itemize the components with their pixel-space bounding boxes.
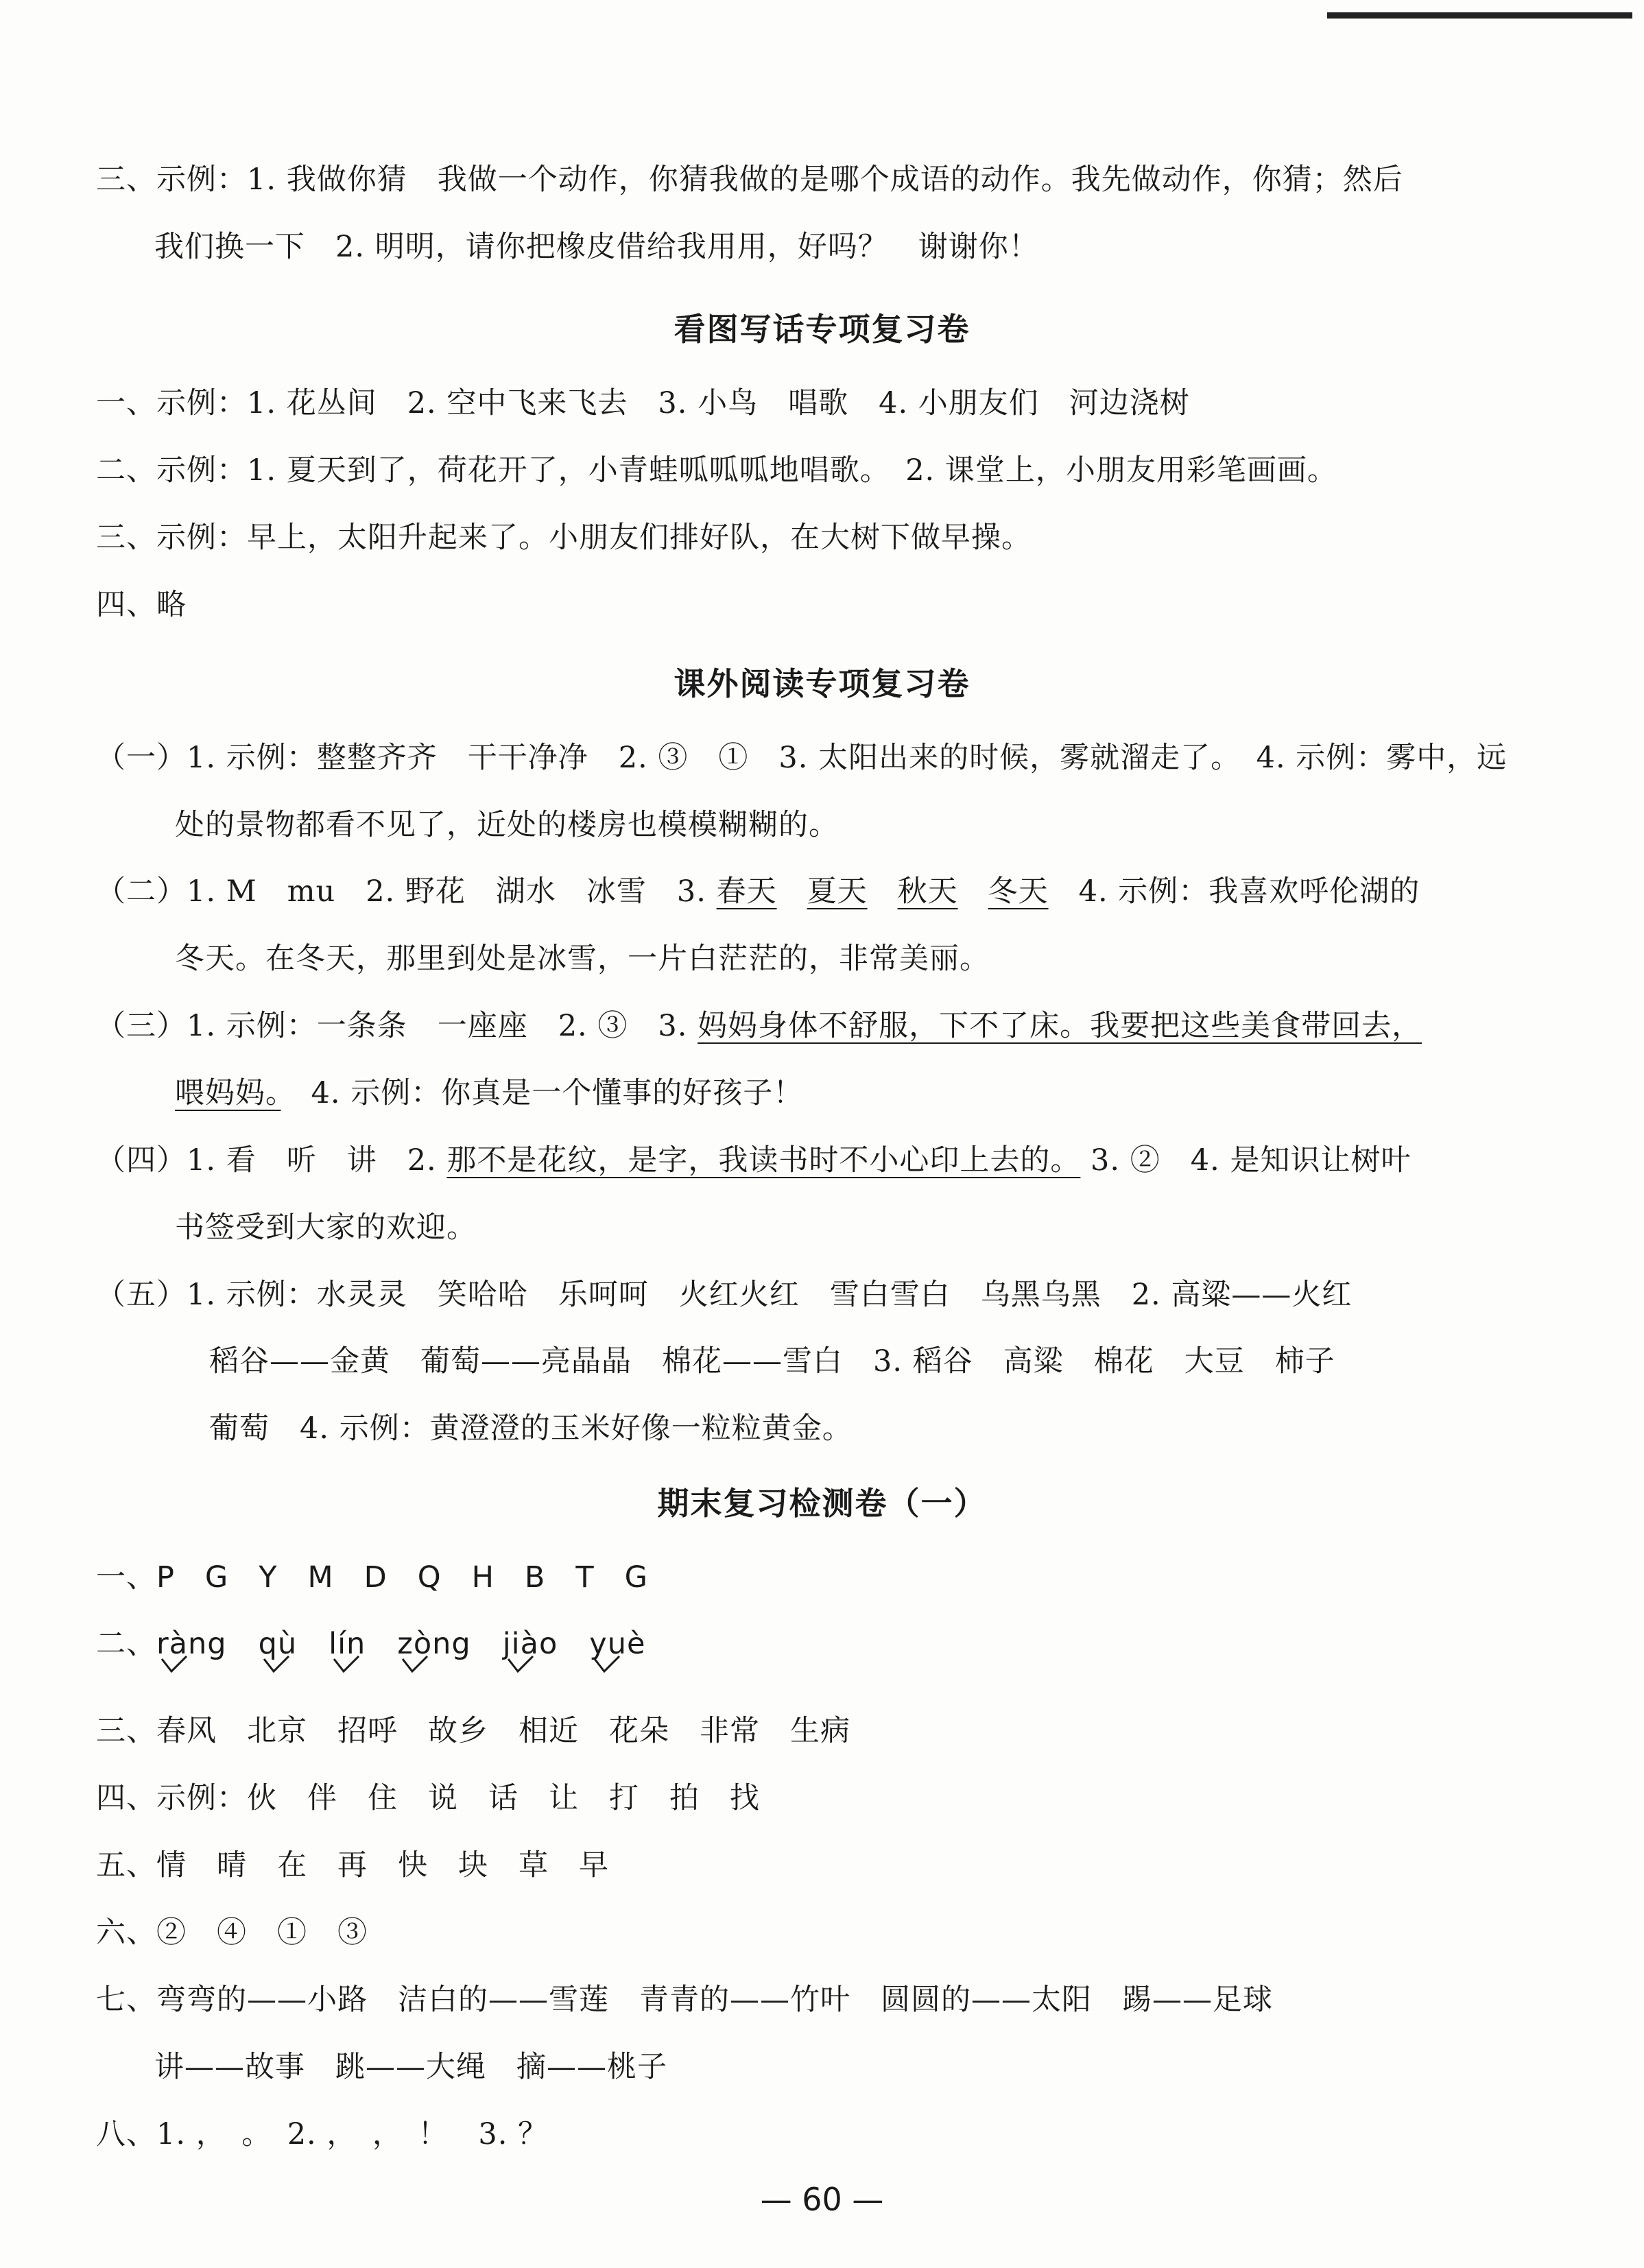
- check-mark-icon: [261, 1655, 291, 1674]
- s3-q7-line-1: 七、弯弯的——小路 洁白的——雪莲 青青的——竹叶 圆圆的——太阳 踢——足球: [96, 1983, 1273, 2017]
- s3-q3: 三、春风 北京 招呼 故乡 相近 花朵 非常 生病: [96, 1714, 850, 1748]
- pinyin-lin: [329, 1623, 366, 1664]
- pinyin-rang: [156, 1623, 227, 1664]
- pinyin-zong: [397, 1623, 470, 1664]
- s2-p5-line-2: 稻谷——金黄 葡萄——亮晶晶 棉花——雪白 3. 稻谷 高粱 棉花 大豆 柿子: [209, 1344, 1335, 1378]
- s3-q4: 四、示例：伙 伴 住 说 话 让 打 拍 找: [96, 1781, 760, 1815]
- pinyin-yue: [589, 1623, 645, 1664]
- check-mark-icon: [331, 1655, 361, 1674]
- s2-p5-line-1: （五）1. 示例：水灵灵 笑哈哈 乐呵呵 火红火红 雪白雪白 乌黑乌黑 2. 高粱——火红: [96, 1278, 1353, 1312]
- s2-p3-post: 4. 示例：你真是一个懂事的好孩子！: [281, 1076, 804, 1110]
- top-rule: [1327, 12, 1632, 19]
- s2-p2-pre: （二）1. M mu 2. 野花 湖水 冰雪 3.: [96, 874, 717, 909]
- pinyin-jiao: [503, 1623, 558, 1664]
- s1-item-1: 一、示例：1. 花丛间 2. 空中飞来飞去 3. 小鸟 唱歌 4. 小朋友们 河边浇树: [96, 386, 1190, 420]
- s2-p4-underlined: 那不是花纹，是字，我读书时不小心印上去的。: [446, 1143, 1081, 1178]
- pinyin-text: zòng: [397, 1627, 471, 1661]
- s2-p3-line-2: [175, 1073, 803, 1114]
- check-mark-icon: [592, 1655, 622, 1674]
- s1-item-2: 二、示例：1. 夏天到了，荷花开了，小青蛙呱呱呱地唱歌。 2. 课堂上，小朋友用彩笔画画。: [96, 453, 1337, 488]
- pinyin-text: jiào: [502, 1627, 558, 1661]
- s3-q7-line-2: 讲——故事 跳——大绳 摘——桃子: [154, 2050, 667, 2084]
- s1-item-4: 四、略: [96, 588, 187, 622]
- s2-p4-line-1: [96, 1140, 1411, 1181]
- s2-p3-line-1: [96, 1005, 1422, 1047]
- s2-p2-line-1: [96, 871, 1420, 912]
- s3-q2: [96, 1623, 677, 1664]
- s1-item-3: 三、示例：早上，太阳升起来了。小朋友们排好队，在大树下做早操。: [96, 521, 1032, 555]
- s2-p5-line-3: 葡萄 4. 示例：黄澄澄的玉米好像一粒粒黄金。: [209, 1411, 853, 1446]
- check-mark-icon: [505, 1655, 536, 1674]
- s2-p3-underlined: 妈妈身体不舒服，下不了床。我要把这些美食带回去，: [698, 1009, 1422, 1043]
- section-title-3: 期末复习检测卷（一）: [657, 1485, 987, 1522]
- s3-q6: 六、② ④ ① ③: [96, 1915, 368, 1950]
- pinyin-text: qù: [258, 1627, 298, 1661]
- section-title-2: 课外阅读专项复习卷: [674, 665, 970, 702]
- pinyin-text: yuè: [589, 1627, 646, 1661]
- s2-p1-line-1: （一）1. 示例：整整齐齐 干干净净 2. ③ ① 3. 太阳出来的时候，雾就溜走了。 4. 示例：雾中，远: [96, 741, 1508, 775]
- s2-p4-line-2: 书签受到大家的欢迎。: [175, 1210, 477, 1245]
- section-title-1: 看图写话专项复习卷: [674, 311, 970, 348]
- s3-q1: 一、P G Y M D Q H B T G: [96, 1560, 648, 1595]
- s2-p4-post: 3. ② 4. 是知识让树叶: [1080, 1143, 1411, 1178]
- s2-p2-line-2: 冬天。在冬天，那里到处是冰雪，一片白茫茫的，非常美丽。: [175, 942, 990, 976]
- s3-q2-label: 二、: [96, 1627, 156, 1661]
- check-mark-icon: [400, 1655, 430, 1674]
- s3-q8: 八、1. ， 。 2. ， ， ！ 3. ？: [96, 2117, 549, 2151]
- intro-line-2: 我们换一下 2. 明明，请你把橡皮借给我用用，好吗？ 谢谢你！: [154, 230, 1039, 264]
- pinyin-qu: [259, 1623, 298, 1664]
- s2-p3-underlined-2: 喂妈妈。: [175, 1076, 281, 1110]
- s3-q5: 五、情 晴 在 再 快 块 草 早: [96, 1848, 609, 1883]
- underlined-autumn: 秋天: [897, 874, 958, 909]
- s2-p2-post: 4. 示例：我喜欢呼伦湖的: [1048, 874, 1420, 909]
- page-number: — 60 —: [760, 2181, 884, 2218]
- s2-p4-pre: （四）1. 看 听 讲 2.: [96, 1143, 447, 1178]
- check-mark-icon: [159, 1655, 189, 1674]
- underlined-summer: 夏天: [807, 874, 868, 909]
- underlined-spring: 春天: [716, 874, 777, 909]
- pinyin-text: ràng: [156, 1627, 227, 1661]
- pinyin-text: lín: [329, 1627, 366, 1661]
- intro-line-1: 三、示例：1. 我做你猜 我做一个动作，你猜我做的是哪个成语的动作。我先做动作，你猜；然后: [96, 163, 1403, 197]
- s2-p3-pre: （三）1. 示例：一条条 一座座 2. ③ 3.: [96, 1009, 698, 1043]
- underlined-winter: 冬天: [988, 874, 1049, 909]
- s2-p1-line-2: 处的景物都看不见了，近处的楼房也模模糊糊的。: [175, 808, 839, 842]
